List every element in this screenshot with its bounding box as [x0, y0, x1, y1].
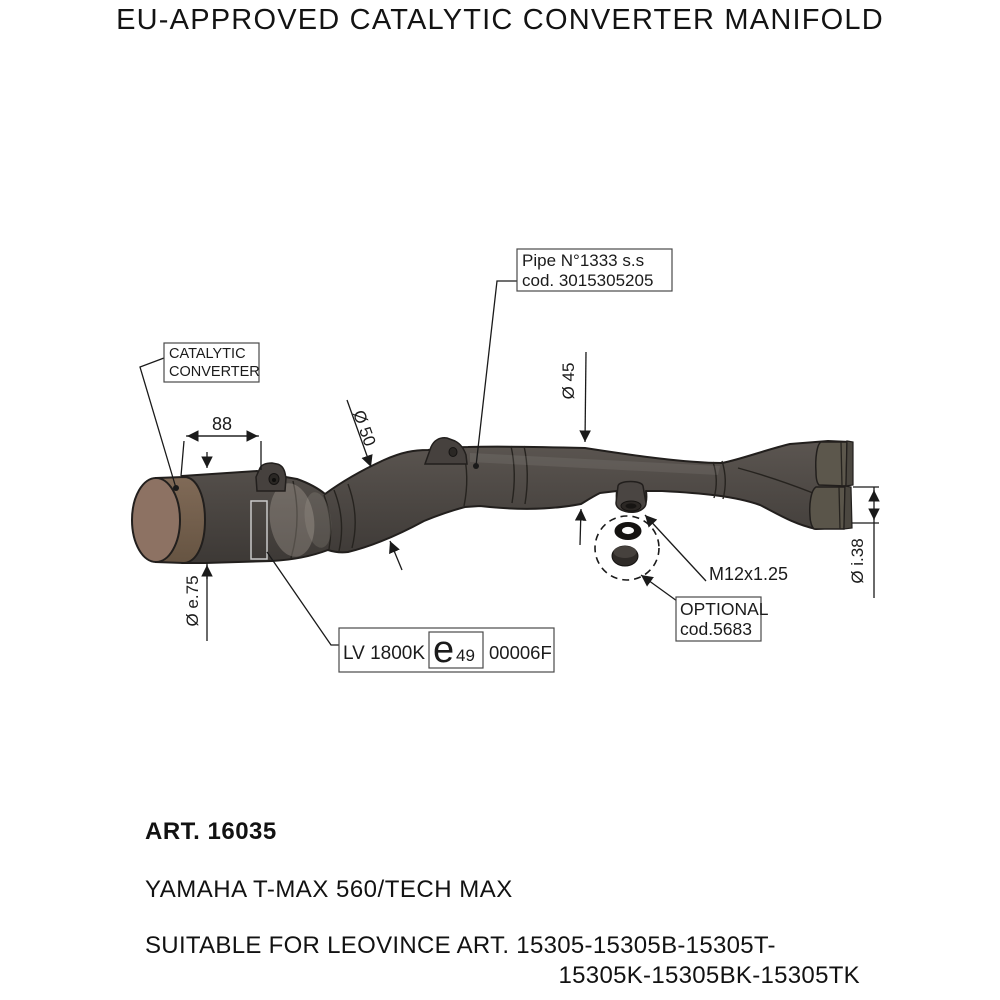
clamp-bracket-rear: [425, 438, 467, 464]
end-cap-face: [132, 478, 180, 562]
approval-plate: [339, 628, 554, 672]
leader-dot-converter: [173, 485, 179, 491]
catalytic-line1: CATALYTIC: [169, 346, 246, 362]
approval-e-mark: e: [433, 629, 455, 671]
approval-code: 00006F: [489, 642, 552, 663]
pipe-code-line2: cod. 3015305205: [522, 271, 654, 290]
plug-cap: [612, 546, 638, 566]
dim-dia-45: Ø 45: [559, 362, 578, 400]
leader-dot-pipe: [473, 463, 479, 469]
optional-line2: cod.5683: [680, 619, 753, 639]
approval-e-country: 49: [456, 646, 475, 665]
suitable-for-line1: SUITABLE FOR LEOVINCE ART. 15305-15305B-15305T-: [145, 932, 776, 959]
approval-manufacturer: LV 1800K: [343, 643, 426, 664]
catalytic-converter-callout: [164, 343, 260, 382]
vehicle-model: YAMAHA T-MAX 560/TECH MAX: [145, 876, 513, 903]
manifold-illustration: [132, 438, 853, 580]
washer: [615, 522, 642, 540]
suitable-for-line2: 15305K-15305BK-15305TK: [558, 962, 860, 989]
optional-line1: OPTIONAL: [680, 599, 769, 619]
optional-kit-callout: [676, 597, 769, 641]
dim-dia-50: Ø 50: [348, 407, 380, 449]
dim-88: 88: [211, 414, 233, 434]
catalytic-line2: CONVERTER: [169, 364, 260, 380]
pipe-code-line1: Pipe N°1333 s.s: [522, 251, 645, 270]
dim-dia-int: Ø i.38: [848, 538, 867, 584]
thread-spec-label: M12x1.25: [709, 564, 789, 584]
article-number: ART. 16035: [145, 818, 277, 845]
footer-block: [145, 818, 860, 990]
outlet-sleeve-lower: [810, 486, 852, 529]
page-title: EU-APPROVED CATALYTIC CONVERTER MANIFOLD: [116, 4, 884, 36]
dim-dia-ext: Ø e.75: [183, 575, 202, 627]
sensor-bung: [616, 482, 646, 513]
outlet-sleeve-upper: [816, 441, 853, 486]
pipe-code-callout: [517, 249, 672, 291]
